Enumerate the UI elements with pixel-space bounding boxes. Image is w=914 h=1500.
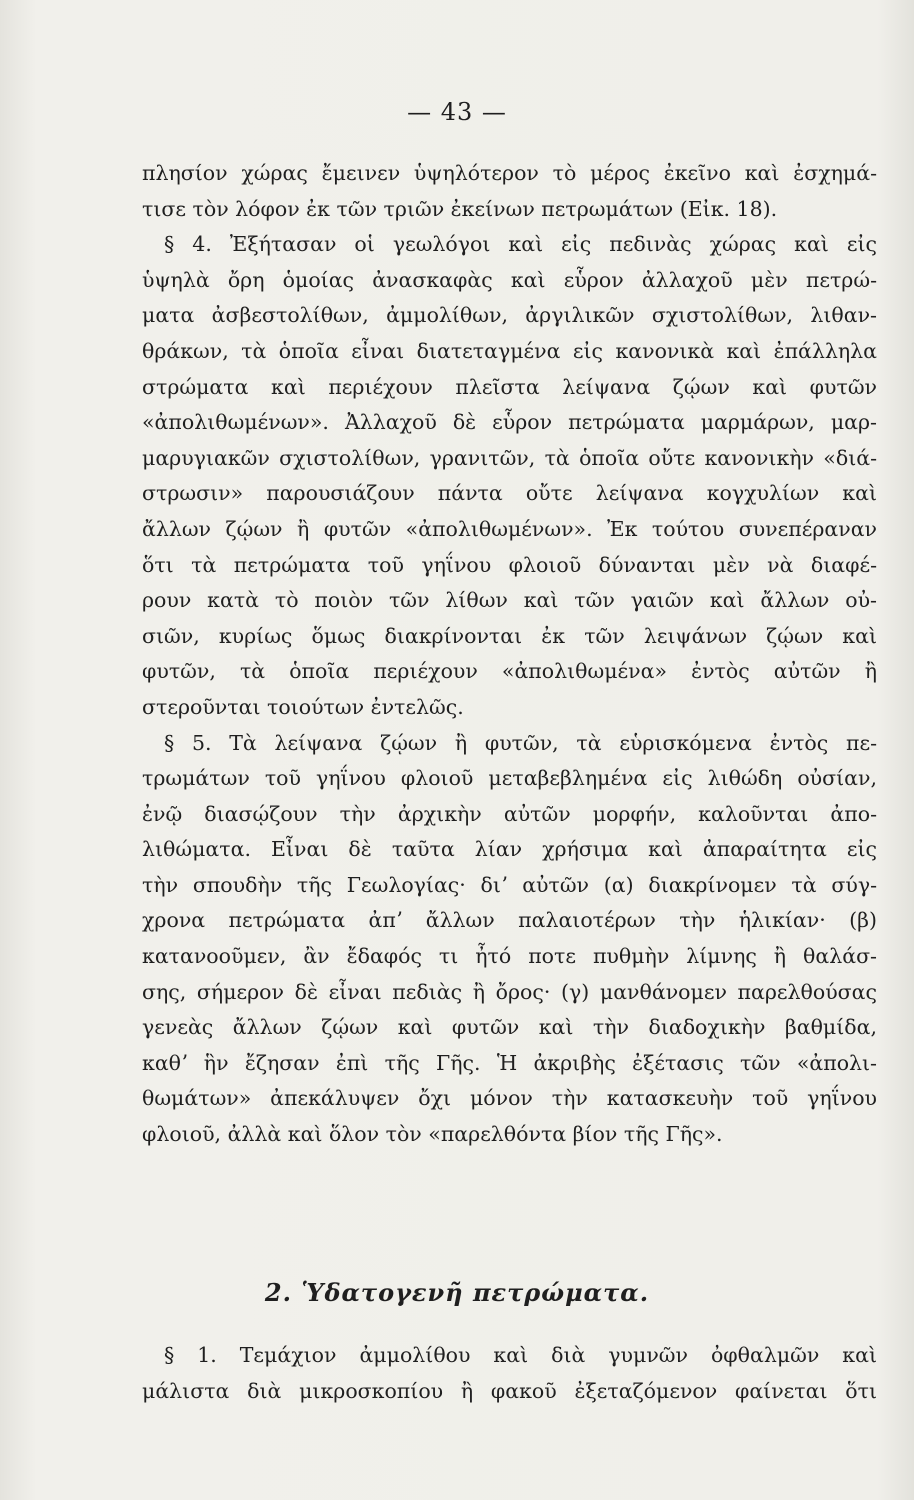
- text-line: ρουν κατὰ τὸ ποιὸν τῶν λίθων καὶ τῶν γαιῶν καὶ ἄλλων οὐ-: [142, 588, 877, 613]
- text-line: ἐνῷ διασῴζουν τὴν ἀρχικὴν αὐτῶν μορφήν, καλοῦνται ἀπο-: [142, 801, 877, 826]
- text-line: ὑψηλὰ ὄρη ὁμοίας ἀνασκαφὰς καὶ εὗρον ἀλλαχοῦ μὲν πετρώ-: [142, 267, 877, 292]
- text-line: ματα ἀσβεστολίθων, ἀμμολίθων, ἀργιλικῶν σχιστολίθων, λιθαν-: [142, 303, 877, 328]
- text-line: στρώματα καὶ περιέχουν πλεῖστα λείψανα ζῴων καὶ φυτῶν: [142, 374, 877, 399]
- text-line: § 5. Τὰ λείψανα ζῴων ἢ φυτῶν, τὰ εὑρισκόμενα ἐντὸς πε-: [164, 730, 877, 755]
- text-line: § 4. Ἐξήτασαν οἱ γεωλόγοι καὶ εἰς πεδινὰς χώρας καὶ εἰς: [164, 232, 877, 257]
- section-text: [142, 1338, 877, 1409]
- text-line: φλοιοῦ, ἀλλὰ καὶ ὅλον τὸν «παρελθόντα βίον τῆς Γῆς».: [142, 1122, 723, 1147]
- text-line: καθʼ ἣν ἔζησαν ἐπὶ τῆς Γῆς. Ἡ ἀκριβὴς ἐξέτασις τῶν «ἀπολι-: [142, 1050, 877, 1075]
- text-line: στρωσιν» παρουσιάζουν πάντα οὔτε λείψανα κογχυλίων καὶ: [142, 481, 877, 506]
- text-line: σιῶν, κυρίως ὅμως διακρίνονται ἐκ τῶν λειψάνων ζῴων καὶ: [142, 623, 877, 648]
- text-line: λιθώματα. Εἶναι δὲ ταῦτα λίαν χρήσιμα καὶ ἀπαραίτητα εἰς: [142, 837, 877, 862]
- text-line: θράκων, τὰ ὁποῖα εἶναι διατεταγμένα εἰς κανονικὰ καὶ ἐπάλληλα: [142, 338, 877, 363]
- text-line: θωμάτων» ἀπεκάλυψεν ὄχι μόνον τὴν κατασκευὴν τοῦ γηΐνου: [142, 1086, 877, 1111]
- text-line: φυτῶν, τὰ ὁποῖα περιέχουν «ἀπολιθωμένα» ἐντὸς αὐτῶν ἢ: [142, 659, 877, 684]
- text-line: τὴν σπουδὴν τῆς Γεωλογίας· διʼ αὐτῶν (α) διακρίνομεν τὰ σύγ-: [142, 872, 877, 897]
- text-line: κατανοοῦμεν, ἂν ἔδαφός τι ἦτό ποτε πυθμὴν λίμνης ἢ θαλάσ-: [142, 944, 877, 969]
- text-line: ἄλλων ζῴων ἢ φυτῶν «ἀπολιθωμένων». Ἐκ τούτου συνεπέραναν: [142, 516, 877, 541]
- text-line: τρωμάτων τοῦ γηΐνου φλοιοῦ μεταβεβλημένα εἰς λιθώδη οὐσίαν,: [142, 766, 877, 791]
- text-line: στεροῦνται τοιούτων ἐντελῶς.: [142, 694, 464, 719]
- text-line: χρονα πετρώματα ἀπʼ ἄλλων παλαιοτέρων τὴν ἡλικίαν· (β): [142, 908, 877, 933]
- page-number: — 43 —: [407, 98, 507, 126]
- text-line: τισε τὸν λόφον ἐκ τῶν τριῶν ἐκείνων πετρωμάτων (Εἰκ. 18).: [142, 196, 778, 221]
- text-line: μάλιστα διὰ μικροσκοπίου ἢ φακοῦ ἐξεταζόμενον φαίνεται ὅτι: [142, 1378, 877, 1403]
- text-line: σης, σήμερον δὲ εἶναι πεδιὰς ἢ ὄρος· (γ) μανθάνομεν παρελθούσας: [142, 979, 877, 1004]
- text-line: γενεὰς ἄλλων ζῴων καὶ φυτῶν καὶ τὴν διαδοχικὴν βαθμίδα,: [142, 1015, 877, 1040]
- text-line: μαρυγιακῶν σχιστολίθων, γρανιτῶν, τὰ ὁποῖα οὔτε κανονικὴν «διά-: [142, 445, 877, 470]
- section-heading: 2. Ὑδατογενῆ πετρώματα.: [264, 1278, 650, 1307]
- text-line: «ἀπολιθωμένων». Ἀλλαχοῦ δὲ εὗρον πετρώματα μαρμάρων, μαρ-: [142, 410, 877, 435]
- main-text: [142, 156, 877, 1153]
- text-line: ὅτι τὰ πετρώματα τοῦ γηΐνου φλοιοῦ δύνανται μὲν νὰ διαφέ-: [142, 552, 877, 577]
- text-line: πλησίον χώρας ἔμεινεν ὑψηλότερον τὸ μέρος ἐκεῖνο καὶ ἐσχημά-: [142, 161, 877, 185]
- text-line: § 1. Τεμάχιον ἀμμολίθου καὶ διὰ γυμνῶν ὀφθαλμῶν καὶ: [164, 1343, 877, 1367]
